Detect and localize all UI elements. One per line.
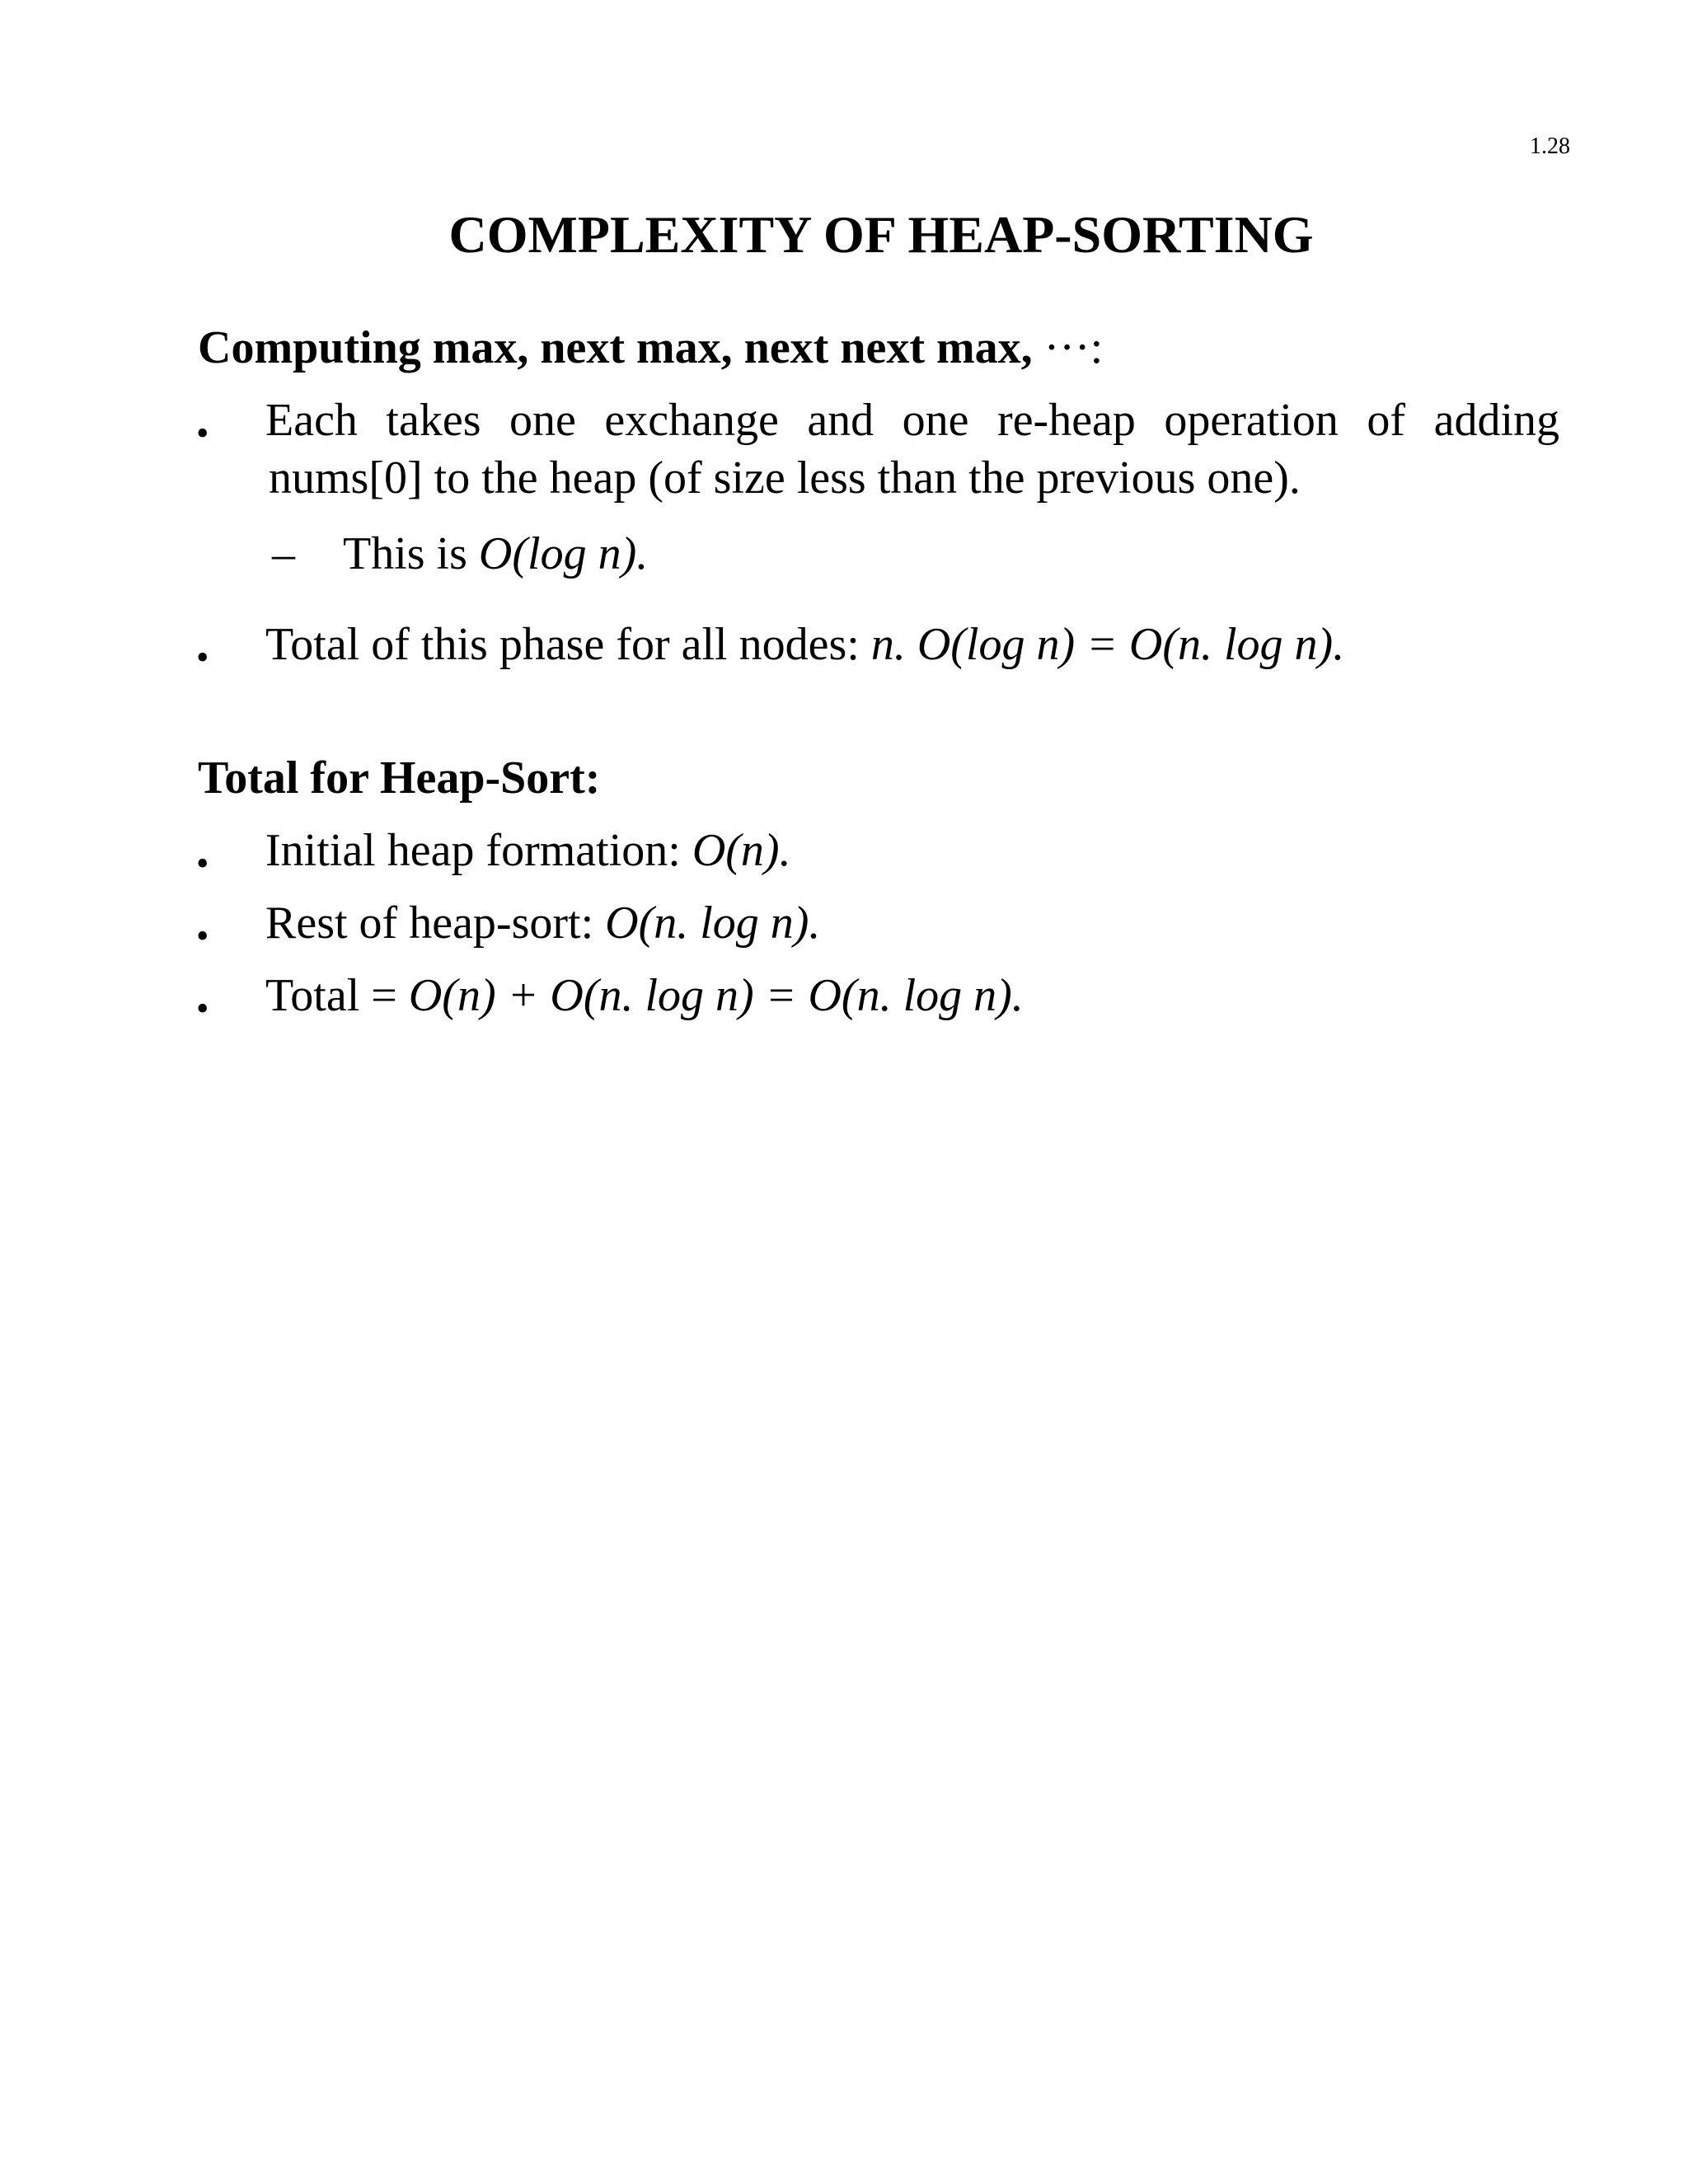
bullet-total-phase-math: n. O(log n) = O(n. log n). bbox=[870, 619, 1345, 670]
page-number: 1.28 bbox=[1530, 134, 1570, 159]
bullet-rest-heap-sort-math: O(n. log n). bbox=[605, 898, 821, 949]
ellipsis-symbol: ···: bbox=[1043, 322, 1104, 373]
page-title: COMPLEXITY OF HEAP-SORTING bbox=[448, 205, 1314, 264]
sub-bullet-complexity bbox=[343, 527, 648, 580]
bullet-each-takes-line2: nums[0] to the heap (of size less than the previous one). bbox=[269, 452, 1301, 504]
bullet-rest-heap-sort-text: Rest of heap-sort: bbox=[265, 898, 606, 949]
dash-icon: – bbox=[272, 528, 295, 579]
section-heading-total-heap-sort: Total for Heap-Sort: bbox=[198, 752, 601, 804]
bullet-initial-heap-text: Initial heap formation: bbox=[265, 825, 692, 876]
bullet-icon: • bbox=[196, 637, 209, 677]
sub-bullet-math: O(log n). bbox=[478, 528, 649, 579]
bullet-total-math: O(n) + O(n. log n) = O(n. log n). bbox=[408, 970, 1024, 1021]
bullet-initial-heap-math: O(n). bbox=[692, 825, 791, 876]
bullet-initial-heap bbox=[265, 824, 791, 877]
section-heading-computing-max bbox=[198, 321, 1103, 374]
section-heading-text: Computing max, next max, next next max, bbox=[198, 322, 1033, 373]
bullet-icon: • bbox=[196, 988, 209, 1029]
bullet-icon: • bbox=[196, 916, 209, 956]
bullet-total-phase bbox=[265, 618, 1344, 671]
bullet-icon: • bbox=[196, 413, 209, 453]
bullet-rest-heap-sort bbox=[265, 897, 820, 949]
bullet-total bbox=[265, 969, 1024, 1022]
bullet-total-phase-text: Total of this phase for all nodes: bbox=[265, 619, 871, 670]
bullet-each-takes-line1: Each takes one exchange and one re-heap operation of adding bbox=[265, 395, 1559, 446]
bullet-icon: • bbox=[196, 843, 209, 883]
bullet-total-text: Total = bbox=[265, 970, 409, 1021]
sub-bullet-text: This is bbox=[343, 528, 479, 579]
